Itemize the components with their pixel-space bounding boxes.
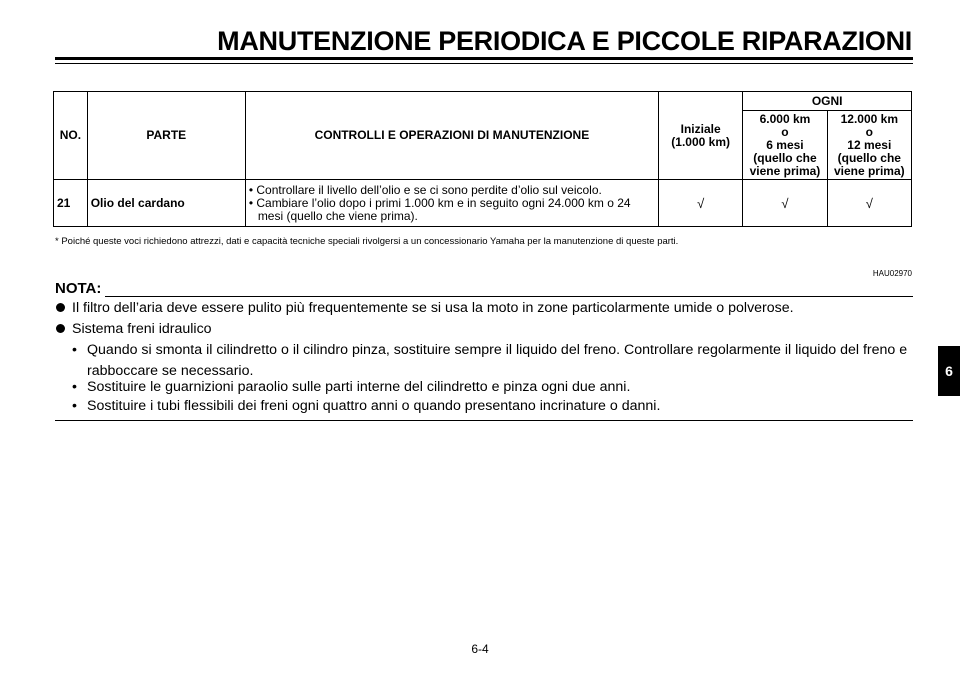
interval-12k-line: viene prima)	[833, 163, 905, 178]
sub-bullet-mark: •	[72, 398, 77, 414]
note-bullet	[55, 298, 915, 319]
interval-6k-line: viene prima)	[749, 163, 821, 178]
sub-bullet-mark: •	[72, 379, 77, 395]
note-rule	[55, 296, 913, 297]
bullet-dot-icon	[56, 303, 65, 312]
row-number: 21	[54, 180, 88, 227]
note-sub-item	[72, 340, 917, 382]
interval-6k-line: (quello che	[753, 150, 817, 165]
initial-km-label: (1.000 km)	[671, 134, 730, 149]
column-header-6000km	[743, 111, 827, 180]
control-item: • Controllare il livello dell’olio e se ci sono perdite d’olio sul veicolo.	[248, 182, 602, 197]
header-row	[54, 92, 912, 111]
note-bullet-text: Sistema freni idraulico	[72, 321, 212, 337]
title-rule	[55, 57, 913, 60]
initial-label: Iniziale	[680, 121, 721, 136]
control-item: • Cambiare l’olio dopo i primi 1.000 km e in seguito ogni 24.000 km o 24 mesi (quello che viene prima).	[248, 195, 631, 223]
note-bullet-text: Il filtro dell’aria deve essere pulito più frequentemente se si usa la moto in zone particolarmente umide o polverose.	[72, 300, 794, 316]
interval-6k-line: 6 mesi	[766, 137, 804, 152]
note-label: NOTA:	[55, 280, 105, 297]
bullet-dot-icon	[56, 324, 65, 333]
note-sub-item-text: Sostituire i tubi flessibili dei freni ogni quattro anni o quando presentano incrinature o danni.	[87, 398, 661, 414]
note-bullet	[55, 319, 915, 340]
check-12000km: √	[827, 180, 911, 227]
reference-code: HAU02970	[872, 269, 912, 278]
table-footnote: * Poiché queste voci richiedono attrezzi, dati e capacità tecniche speciali rivolgersi a un concessionario Yamaha per la manutenzione di queste parti.	[55, 236, 679, 247]
column-header-no: NO.	[54, 92, 88, 180]
table-row	[54, 180, 912, 227]
note-heading	[55, 280, 913, 300]
chapter-tab: 6	[938, 346, 960, 396]
interval-12k-line: 12 mesi	[847, 137, 892, 152]
interval-12k-line: 12.000 km	[840, 111, 898, 126]
maintenance-table	[53, 91, 912, 227]
interval-6k-line: 6.000 km	[759, 111, 811, 126]
column-header-initial	[659, 92, 743, 180]
column-header-every: OGNI	[743, 92, 912, 111]
page-number: 6-4	[471, 642, 489, 656]
row-controls	[245, 180, 658, 227]
column-header-controls: CONTROLLI E OPERAZIONI DI MANUTENZIONE	[245, 92, 658, 180]
row-part: Olio del cardano	[87, 180, 245, 227]
note-sub-item	[72, 396, 917, 417]
column-header-part: PARTE	[87, 92, 245, 180]
note-sub-item-text: Quando si smonta il cilindretto o il cilindro pinza, sostituire sempre il liquido del freno. Controllare regolarmente il liquido del freno e rabboccare se necessario.	[87, 342, 908, 379]
interval-12k-line: (quello che	[837, 150, 901, 165]
interval-6k-line: o	[781, 124, 789, 139]
column-header-12000km	[827, 111, 911, 180]
check-initial: √	[659, 180, 743, 227]
note-end-rule	[55, 420, 913, 421]
sub-bullet-mark: •	[72, 342, 77, 358]
page-title: MANUTENZIONE PERIODICA E PICCOLE RIPARAZIONI	[217, 26, 912, 56]
interval-12k-line: o	[865, 124, 873, 139]
title-rule-thin	[55, 63, 913, 64]
check-6000km: √	[743, 180, 827, 227]
note-sub-item	[72, 377, 917, 398]
note-sub-item-text: Sostituire le guarnizioni paraolio sulle parti interne del cilindretto e pinza ogni due anni.	[87, 379, 631, 395]
